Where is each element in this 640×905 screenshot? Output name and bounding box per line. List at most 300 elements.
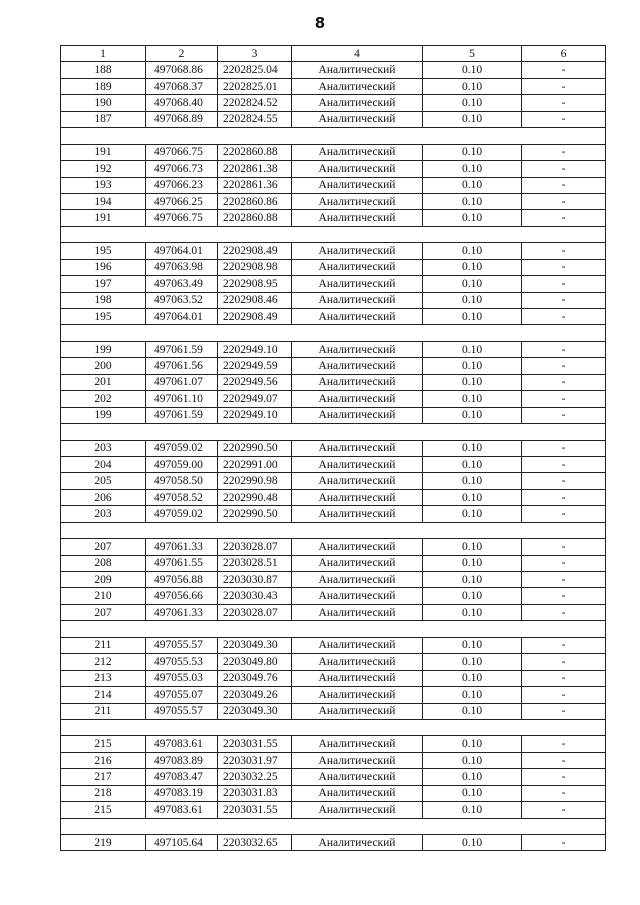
accuracy-cell: 0.10: [423, 243, 522, 259]
point-number-cell: 191: [61, 144, 146, 160]
remarks-cell: -: [522, 687, 606, 703]
point-number-cell: 198: [61, 292, 146, 308]
y-coordinate-cell: 2202861.38: [218, 161, 292, 177]
x-coordinate-cell: 497061.33: [146, 604, 218, 620]
y-coordinate-cell: 2203049.30: [218, 703, 292, 719]
x-coordinate-cell: 497083.61: [146, 736, 218, 752]
method-cell: Аналитический: [292, 489, 423, 505]
remarks-cell: -: [522, 210, 606, 226]
y-coordinate-cell: 2202825.04: [218, 62, 292, 78]
y-coordinate-cell: 2202824.55: [218, 111, 292, 127]
table-row: [61, 489, 606, 505]
separator-row: [61, 621, 606, 637]
table-row: [61, 374, 606, 390]
separator-cell: [61, 128, 606, 144]
point-number-cell: 194: [61, 193, 146, 209]
method-cell: Аналитический: [292, 572, 423, 588]
table-row: [61, 670, 606, 686]
method-cell: Аналитический: [292, 769, 423, 785]
point-number-cell: 214: [61, 687, 146, 703]
accuracy-cell: 0.10: [423, 259, 522, 275]
remarks-cell: -: [522, 769, 606, 785]
accuracy-cell: 0.10: [423, 95, 522, 111]
point-number-cell: 203: [61, 440, 146, 456]
method-cell: Аналитический: [292, 687, 423, 703]
y-coordinate-cell: 2203030.87: [218, 572, 292, 588]
remarks-cell: -: [522, 637, 606, 653]
remarks-cell: -: [522, 835, 606, 851]
x-coordinate-cell: 497066.25: [146, 193, 218, 209]
method-cell: Аналитический: [292, 604, 423, 620]
table-row: [61, 703, 606, 719]
method-cell: Аналитический: [292, 309, 423, 325]
point-number-cell: 187: [61, 111, 146, 127]
x-coordinate-cell: 497059.00: [146, 456, 218, 472]
point-number-cell: 191: [61, 210, 146, 226]
accuracy-cell: 0.10: [423, 489, 522, 505]
point-number-cell: 203: [61, 506, 146, 522]
separator-row: [61, 424, 606, 440]
table-row: [61, 309, 606, 325]
method-cell: Аналитический: [292, 210, 423, 226]
method-cell: Аналитический: [292, 292, 423, 308]
table-row: [61, 391, 606, 407]
method-cell: Аналитический: [292, 144, 423, 160]
table-row: [61, 440, 606, 456]
x-coordinate-cell: 497058.52: [146, 489, 218, 505]
remarks-cell: -: [522, 440, 606, 456]
x-coordinate-cell: 497066.75: [146, 210, 218, 226]
y-coordinate-cell: 2203028.07: [218, 539, 292, 555]
remarks-cell: -: [522, 588, 606, 604]
remarks-cell: -: [522, 78, 606, 94]
remarks-cell: -: [522, 309, 606, 325]
x-coordinate-cell: 497061.33: [146, 539, 218, 555]
separator-row: [61, 818, 606, 834]
y-coordinate-cell: 2203028.51: [218, 555, 292, 571]
table-row: [61, 210, 606, 226]
point-number-cell: 201: [61, 374, 146, 390]
remarks-cell: -: [522, 506, 606, 522]
x-coordinate-cell: 497061.59: [146, 341, 218, 357]
separator-cell: [61, 325, 606, 341]
accuracy-cell: 0.10: [423, 670, 522, 686]
method-cell: Аналитический: [292, 654, 423, 670]
table-row: [61, 588, 606, 604]
y-coordinate-cell: 2202990.50: [218, 506, 292, 522]
point-number-cell: 208: [61, 555, 146, 571]
accuracy-cell: 0.10: [423, 687, 522, 703]
method-cell: Аналитический: [292, 703, 423, 719]
column-header-6: 6: [522, 46, 606, 62]
table-row: [61, 654, 606, 670]
x-coordinate-cell: 497064.01: [146, 243, 218, 259]
method-cell: Аналитический: [292, 391, 423, 407]
separator-row: [61, 226, 606, 242]
point-number-cell: 215: [61, 802, 146, 818]
point-number-cell: 193: [61, 177, 146, 193]
table-row: [61, 506, 606, 522]
y-coordinate-cell: 2202990.98: [218, 473, 292, 489]
method-cell: Аналитический: [292, 637, 423, 653]
remarks-cell: -: [522, 703, 606, 719]
x-coordinate-cell: 497068.89: [146, 111, 218, 127]
x-coordinate-cell: 497061.07: [146, 374, 218, 390]
table-row: [61, 62, 606, 78]
point-number-cell: 189: [61, 78, 146, 94]
accuracy-cell: 0.10: [423, 358, 522, 374]
accuracy-cell: 0.10: [423, 78, 522, 94]
accuracy-cell: 0.10: [423, 341, 522, 357]
point-number-cell: 204: [61, 456, 146, 472]
point-number-cell: 195: [61, 243, 146, 259]
accuracy-cell: 0.10: [423, 588, 522, 604]
y-coordinate-cell: 2202991.00: [218, 456, 292, 472]
separator-row: [61, 128, 606, 144]
y-coordinate-cell: 2202949.07: [218, 391, 292, 407]
table-row: [61, 95, 606, 111]
accuracy-cell: 0.10: [423, 654, 522, 670]
y-coordinate-cell: 2203049.30: [218, 637, 292, 653]
remarks-cell: -: [522, 243, 606, 259]
point-number-cell: 190: [61, 95, 146, 111]
separator-row: [61, 522, 606, 538]
table-row: [61, 456, 606, 472]
remarks-cell: -: [522, 572, 606, 588]
accuracy-cell: 0.10: [423, 769, 522, 785]
accuracy-cell: 0.10: [423, 506, 522, 522]
point-number-cell: 209: [61, 572, 146, 588]
accuracy-cell: 0.10: [423, 407, 522, 423]
remarks-cell: -: [522, 489, 606, 505]
x-coordinate-cell: 497055.03: [146, 670, 218, 686]
point-number-cell: 210: [61, 588, 146, 604]
y-coordinate-cell: 2202825.01: [218, 78, 292, 94]
accuracy-cell: 0.10: [423, 111, 522, 127]
separator-row: [61, 719, 606, 735]
x-coordinate-cell: 497063.52: [146, 292, 218, 308]
point-number-cell: 200: [61, 358, 146, 374]
remarks-cell: -: [522, 802, 606, 818]
method-cell: Аналитический: [292, 193, 423, 209]
accuracy-cell: 0.10: [423, 374, 522, 390]
table-row: [61, 407, 606, 423]
remarks-cell: -: [522, 161, 606, 177]
remarks-cell: -: [522, 539, 606, 555]
separator-cell: [61, 818, 606, 834]
remarks-cell: -: [522, 736, 606, 752]
method-cell: Аналитический: [292, 785, 423, 801]
remarks-cell: -: [522, 752, 606, 768]
x-coordinate-cell: 497058.50: [146, 473, 218, 489]
table-body: [61, 62, 606, 851]
table-row: [61, 161, 606, 177]
y-coordinate-cell: 2202860.88: [218, 210, 292, 226]
accuracy-cell: 0.10: [423, 62, 522, 78]
accuracy-cell: 0.10: [423, 572, 522, 588]
table-row: [61, 555, 606, 571]
remarks-cell: -: [522, 374, 606, 390]
remarks-cell: -: [522, 785, 606, 801]
y-coordinate-cell: 2203032.65: [218, 835, 292, 851]
accuracy-cell: 0.10: [423, 144, 522, 160]
table-row: [61, 687, 606, 703]
y-coordinate-cell: 2202908.46: [218, 292, 292, 308]
remarks-cell: -: [522, 358, 606, 374]
remarks-cell: -: [522, 259, 606, 275]
y-coordinate-cell: 2203031.55: [218, 736, 292, 752]
y-coordinate-cell: 2202949.59: [218, 358, 292, 374]
point-number-cell: 207: [61, 604, 146, 620]
accuracy-cell: 0.10: [423, 703, 522, 719]
table-row: [61, 604, 606, 620]
point-number-cell: 199: [61, 341, 146, 357]
method-cell: Аналитический: [292, 161, 423, 177]
accuracy-cell: 0.10: [423, 785, 522, 801]
y-coordinate-cell: 2202908.49: [218, 309, 292, 325]
point-number-cell: 197: [61, 276, 146, 292]
point-number-cell: 218: [61, 785, 146, 801]
point-number-cell: 205: [61, 473, 146, 489]
table-row: [61, 802, 606, 818]
table-row: [61, 193, 606, 209]
method-cell: Аналитический: [292, 440, 423, 456]
method-cell: Аналитический: [292, 752, 423, 768]
x-coordinate-cell: 497061.10: [146, 391, 218, 407]
x-coordinate-cell: 497068.40: [146, 95, 218, 111]
remarks-cell: -: [522, 473, 606, 489]
table-row: [61, 539, 606, 555]
method-cell: Аналитический: [292, 555, 423, 571]
method-cell: Аналитический: [292, 473, 423, 489]
x-coordinate-cell: 497055.07: [146, 687, 218, 703]
accuracy-cell: 0.10: [423, 752, 522, 768]
method-cell: Аналитический: [292, 539, 423, 555]
separator-cell: [61, 522, 606, 538]
point-number-cell: 207: [61, 539, 146, 555]
y-coordinate-cell: 2202908.49: [218, 243, 292, 259]
method-cell: Аналитический: [292, 374, 423, 390]
accuracy-cell: 0.10: [423, 210, 522, 226]
remarks-cell: -: [522, 95, 606, 111]
point-number-cell: 192: [61, 161, 146, 177]
point-number-cell: 188: [61, 62, 146, 78]
point-number-cell: 196: [61, 259, 146, 275]
accuracy-cell: 0.10: [423, 736, 522, 752]
accuracy-cell: 0.10: [423, 292, 522, 308]
method-cell: Аналитический: [292, 835, 423, 851]
x-coordinate-cell: 497066.75: [146, 144, 218, 160]
method-cell: Аналитический: [292, 588, 423, 604]
y-coordinate-cell: 2203049.80: [218, 654, 292, 670]
method-cell: Аналитический: [292, 341, 423, 357]
point-number-cell: 199: [61, 407, 146, 423]
point-number-cell: 215: [61, 736, 146, 752]
table-row: [61, 637, 606, 653]
y-coordinate-cell: 2203031.83: [218, 785, 292, 801]
x-coordinate-cell: 497061.56: [146, 358, 218, 374]
accuracy-cell: 0.10: [423, 391, 522, 407]
y-coordinate-cell: 2203031.97: [218, 752, 292, 768]
x-coordinate-cell: 497059.02: [146, 440, 218, 456]
table-row: [61, 111, 606, 127]
point-number-cell: 216: [61, 752, 146, 768]
point-number-cell: 195: [61, 309, 146, 325]
method-cell: Аналитический: [292, 78, 423, 94]
x-coordinate-cell: 497066.23: [146, 177, 218, 193]
y-coordinate-cell: 2202949.10: [218, 407, 292, 423]
method-cell: Аналитический: [292, 670, 423, 686]
method-cell: Аналитический: [292, 111, 423, 127]
column-header-2: 2: [146, 46, 218, 62]
column-header-4: 4: [292, 46, 423, 62]
method-cell: Аналитический: [292, 506, 423, 522]
method-cell: Аналитический: [292, 243, 423, 259]
y-coordinate-cell: 2202949.56: [218, 374, 292, 390]
remarks-cell: -: [522, 292, 606, 308]
table-row: [61, 292, 606, 308]
y-coordinate-cell: 2202860.88: [218, 144, 292, 160]
table-row: [61, 341, 606, 357]
x-coordinate-cell: 497056.66: [146, 588, 218, 604]
column-header-3: 3: [218, 46, 292, 62]
accuracy-cell: 0.10: [423, 161, 522, 177]
remarks-cell: -: [522, 193, 606, 209]
y-coordinate-cell: 2202860.86: [218, 193, 292, 209]
remarks-cell: -: [522, 276, 606, 292]
remarks-cell: -: [522, 604, 606, 620]
accuracy-cell: 0.10: [423, 555, 522, 571]
separator-cell: [61, 424, 606, 440]
y-coordinate-cell: 2202908.98: [218, 259, 292, 275]
remarks-cell: -: [522, 391, 606, 407]
table-row: [61, 78, 606, 94]
y-coordinate-cell: 2203028.07: [218, 604, 292, 620]
separator-cell: [61, 621, 606, 637]
table-row: [61, 358, 606, 374]
point-number-cell: 211: [61, 703, 146, 719]
table-row: [61, 785, 606, 801]
table-row: [61, 177, 606, 193]
y-coordinate-cell: 2203031.55: [218, 802, 292, 818]
table-row: [61, 835, 606, 851]
x-coordinate-cell: 497066.73: [146, 161, 218, 177]
method-cell: Аналитический: [292, 95, 423, 111]
method-cell: Аналитический: [292, 736, 423, 752]
y-coordinate-cell: 2203049.26: [218, 687, 292, 703]
method-cell: Аналитический: [292, 62, 423, 78]
accuracy-cell: 0.10: [423, 802, 522, 818]
x-coordinate-cell: 497055.57: [146, 703, 218, 719]
x-coordinate-cell: 497068.37: [146, 78, 218, 94]
x-coordinate-cell: 497068.86: [146, 62, 218, 78]
x-coordinate-cell: 497061.59: [146, 407, 218, 423]
point-number-cell: 217: [61, 769, 146, 785]
method-cell: Аналитический: [292, 802, 423, 818]
y-coordinate-cell: 2203030.43: [218, 588, 292, 604]
x-coordinate-cell: 497063.49: [146, 276, 218, 292]
separator-row: [61, 325, 606, 341]
column-header-5: 5: [423, 46, 522, 62]
y-coordinate-cell: 2203049.76: [218, 670, 292, 686]
x-coordinate-cell: 497059.02: [146, 506, 218, 522]
accuracy-cell: 0.10: [423, 309, 522, 325]
point-number-cell: 206: [61, 489, 146, 505]
accuracy-cell: 0.10: [423, 473, 522, 489]
column-header-1: 1: [61, 46, 146, 62]
remarks-cell: -: [522, 111, 606, 127]
x-coordinate-cell: 497064.01: [146, 309, 218, 325]
x-coordinate-cell: 497083.19: [146, 785, 218, 801]
page-number: 8: [314, 14, 326, 32]
accuracy-cell: 0.10: [423, 177, 522, 193]
x-coordinate-cell: 497083.61: [146, 802, 218, 818]
y-coordinate-cell: 2202990.48: [218, 489, 292, 505]
point-number-cell: 212: [61, 654, 146, 670]
method-cell: Аналитический: [292, 177, 423, 193]
point-number-cell: 211: [61, 637, 146, 653]
accuracy-cell: 0.10: [423, 440, 522, 456]
x-coordinate-cell: 497063.98: [146, 259, 218, 275]
remarks-cell: -: [522, 456, 606, 472]
table-row: [61, 752, 606, 768]
accuracy-cell: 0.10: [423, 456, 522, 472]
header-row: [61, 46, 606, 62]
remarks-cell: -: [522, 407, 606, 423]
y-coordinate-cell: 2202949.10: [218, 341, 292, 357]
method-cell: Аналитический: [292, 456, 423, 472]
remarks-cell: -: [522, 555, 606, 571]
remarks-cell: -: [522, 670, 606, 686]
remarks-cell: -: [522, 341, 606, 357]
table-row: [61, 259, 606, 275]
table-row: [61, 243, 606, 259]
remarks-cell: -: [522, 177, 606, 193]
x-coordinate-cell: 497061.55: [146, 555, 218, 571]
method-cell: Аналитический: [292, 259, 423, 275]
table-row: [61, 736, 606, 752]
accuracy-cell: 0.10: [423, 637, 522, 653]
x-coordinate-cell: 497083.47: [146, 769, 218, 785]
x-coordinate-cell: 497055.57: [146, 637, 218, 653]
y-coordinate-cell: 2203032.25: [218, 769, 292, 785]
table-row: [61, 473, 606, 489]
table-row: [61, 144, 606, 160]
accuracy-cell: 0.10: [423, 276, 522, 292]
table-row: [61, 572, 606, 588]
separator-cell: [61, 226, 606, 242]
y-coordinate-cell: 2202990.50: [218, 440, 292, 456]
remarks-cell: -: [522, 654, 606, 670]
remarks-cell: -: [522, 144, 606, 160]
remarks-cell: -: [522, 62, 606, 78]
y-coordinate-cell: 2202861.36: [218, 177, 292, 193]
point-number-cell: 213: [61, 670, 146, 686]
x-coordinate-cell: 497083.89: [146, 752, 218, 768]
point-number-cell: 219: [61, 835, 146, 851]
y-coordinate-cell: 2202824.52: [218, 95, 292, 111]
accuracy-cell: 0.10: [423, 604, 522, 620]
y-coordinate-cell: 2202908.95: [218, 276, 292, 292]
accuracy-cell: 0.10: [423, 539, 522, 555]
separator-cell: [61, 719, 606, 735]
x-coordinate-cell: 497055.53: [146, 654, 218, 670]
method-cell: Аналитический: [292, 407, 423, 423]
point-number-cell: 202: [61, 391, 146, 407]
table-row: [61, 276, 606, 292]
coordinates-table: [60, 45, 606, 851]
table-row: [61, 769, 606, 785]
